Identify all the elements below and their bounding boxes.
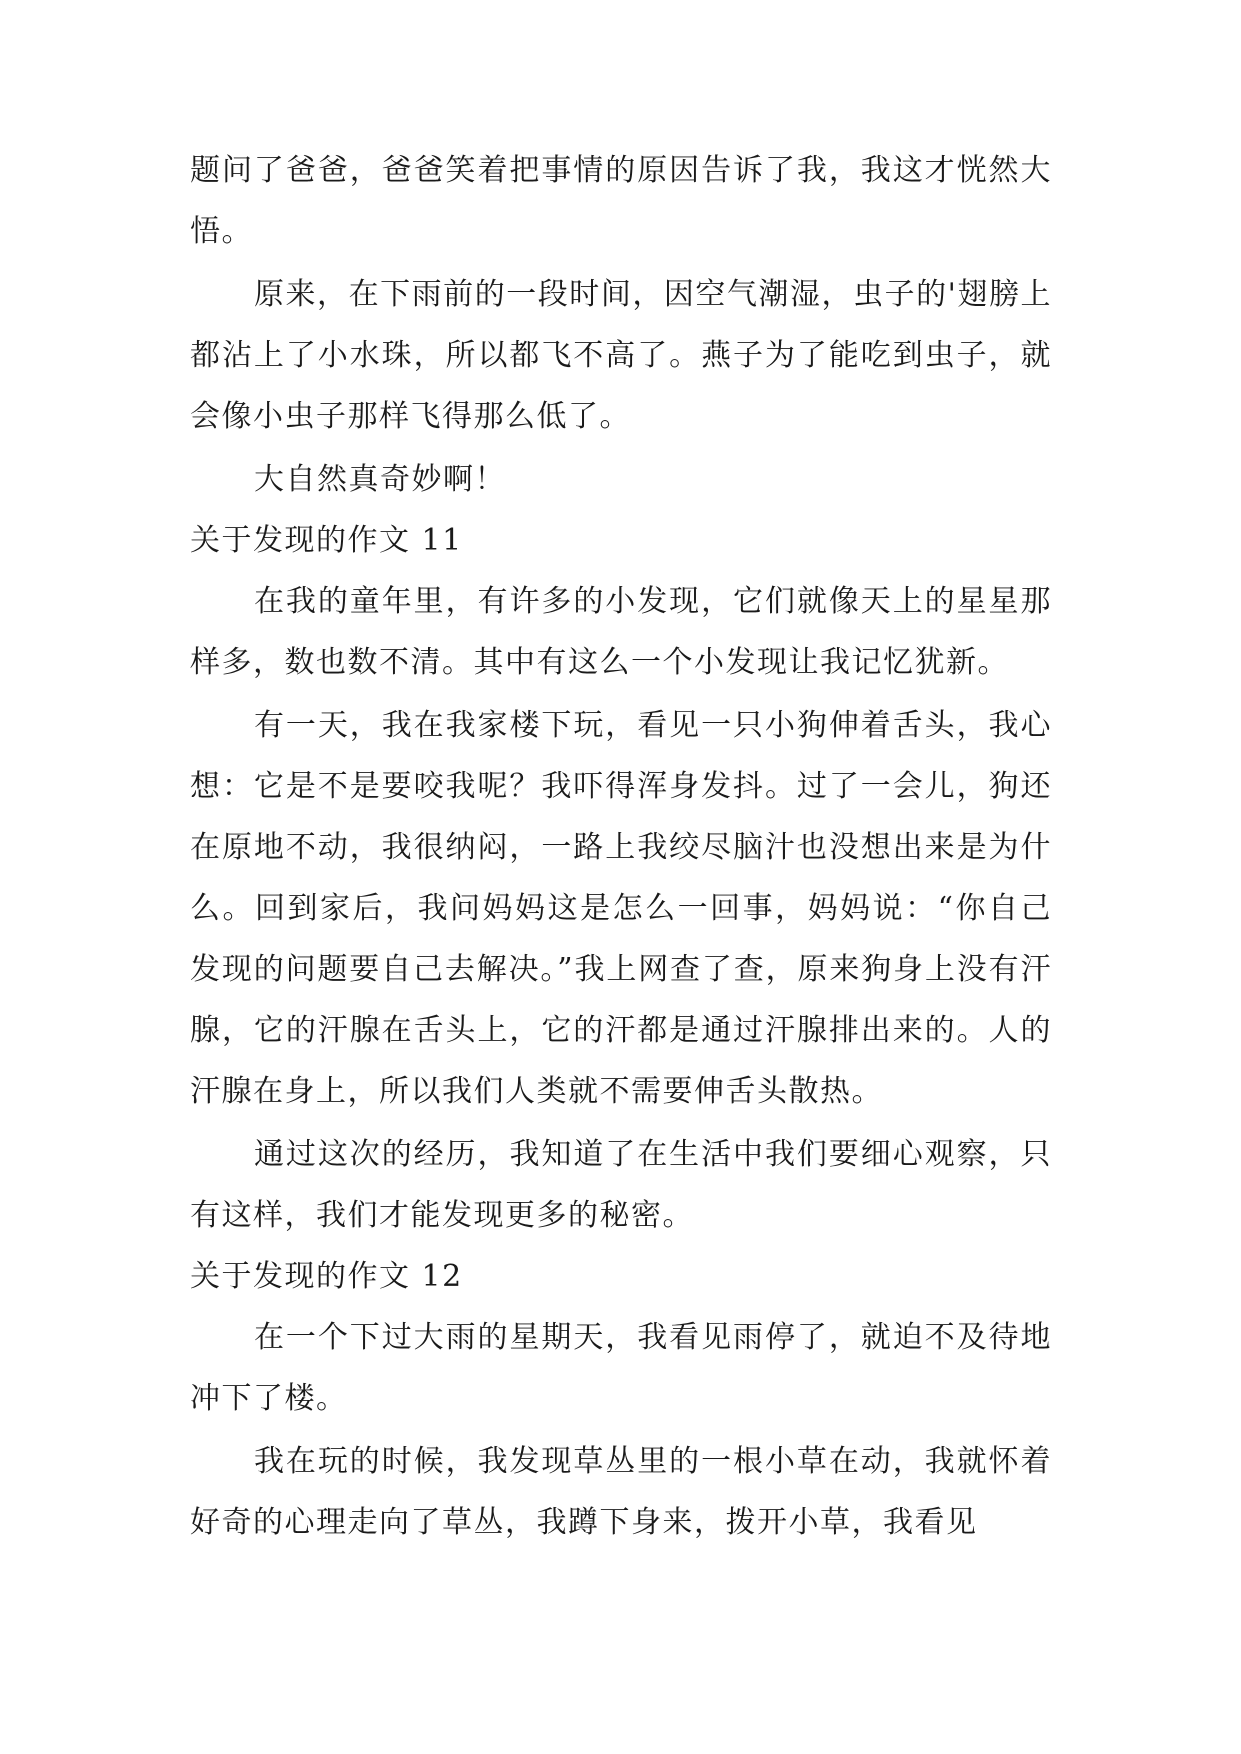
paragraph-4: 在我的童年里，有许多的小发现，它们就像天上的星星那样多，数也数不清。其中有这么一个小发现让我记忆犹新。 xyxy=(190,584,1052,680)
essay-heading-12: 关于发现的作文 12 xyxy=(190,1259,463,1294)
paragraph-7: 在一个下过大雨的星期天，我看见雨停了，就迫不及待地冲下了楼。 xyxy=(190,1320,1052,1416)
paragraph-1: 题问了爸爸，爸爸笑着把事情的原因告诉了我，我这才恍然大悟。 xyxy=(190,153,1052,249)
paragraph-6: 通过这次的经历，我知道了在生活中我们要细心观察，只有这样，我们才能发现更多的秘密。 xyxy=(190,1137,1052,1233)
paragraph-3: 大自然真奇妙啊！ xyxy=(254,462,506,497)
essay-heading-11: 关于发现的作文 11 xyxy=(190,523,463,558)
paragraph-5: 有一天，我在我家楼下玩，看见一只小狗伸着舌头，我心想：它是不是要咬我呢？我吓得浑身发抖。过了一会儿，狗还在原地不动，我很纳闷，一路上我绞尽脑汁也没想出来是为什么。回到家后，我问妈妈这是怎么一回事，妈妈说：“你自己发现的问题要自己去解决。”我上网查了查，原来狗身上没有汗腺，它的汗腺在舌头上，它的汗都是通过汗腺排出来的。人的汗腺在身上，所以我们人类就不需要伸舌头散热。 xyxy=(190,708,1052,1109)
document-page xyxy=(190,140,1052,1553)
paragraph-2: 原来，在下雨前的一段时间，因空气潮湿，虫子的'翅膀上都沾上了小水珠，所以都飞不高了。燕子为了能吃到虫子，就会像小虫子那样飞得那么低了。 xyxy=(190,277,1052,434)
paragraph-8: 我在玩的时候，我发现草丛里的一根小草在动，我就怀着好奇的心理走向了草丛，我蹲下身来，拨开小草，我看见 xyxy=(190,1444,1052,1540)
